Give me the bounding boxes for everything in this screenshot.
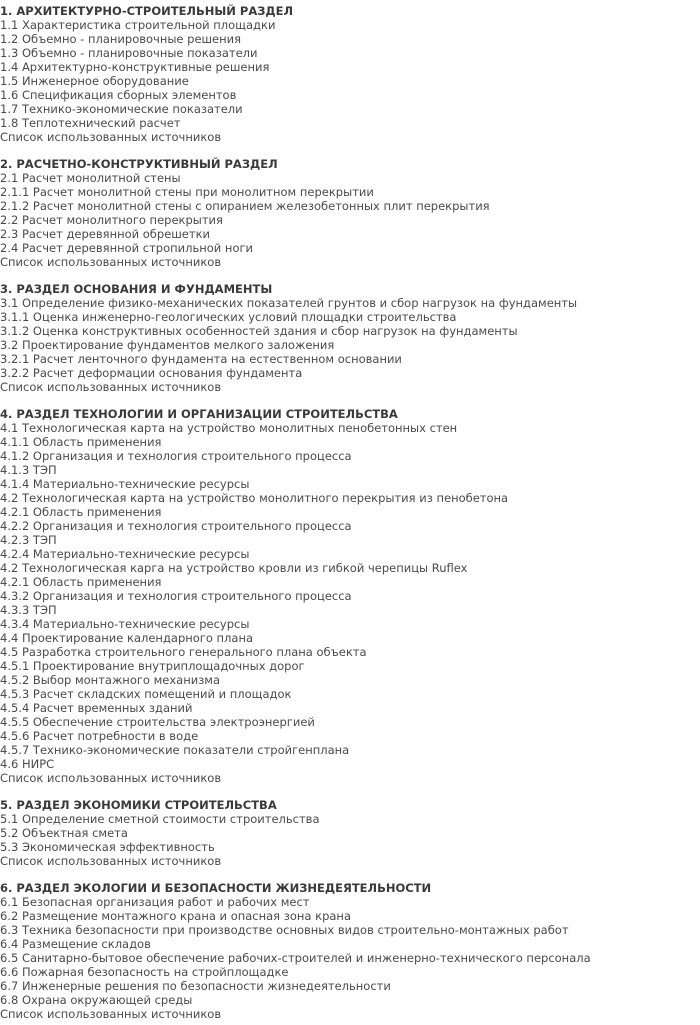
toc-section	[0, 407, 700, 785]
toc-item: 4.1.3 ТЭП	[0, 463, 57, 477]
section-title: 2. РАСЧЕТНО-КОНСТРУКТИВНЫЙ РАЗДЕЛ	[0, 157, 278, 171]
toc-item: 4.5.3 Расчет складских помещений и площадок	[0, 687, 292, 701]
toc-item: 4.4 Проектирование календарного плана	[0, 631, 254, 645]
toc-item: 4.2.1 Область применения	[0, 505, 162, 519]
toc-item: 4.1.4 Материально-технические ресурсы	[0, 477, 250, 491]
toc-item: 4.2 Технологическая карга на устройство кровли из гибкой черепицы Ruflex	[0, 561, 468, 575]
toc-item: 6.3 Техника безопасности при производстве основных видов строительно-монтажных работ	[0, 923, 569, 937]
toc-item: 4.5.2 Выбор монтажного механизма	[0, 673, 221, 687]
toc-item: 1.6 Спецификация сборных элементов	[0, 88, 237, 102]
toc-item: 5.1 Определение сметной стоимости строительства	[0, 812, 320, 826]
toc-item: 4.3.3 ТЭП	[0, 603, 57, 617]
toc-section	[0, 157, 700, 269]
toc-item: 1.3 Объемно - планировочные показатели	[0, 46, 258, 60]
toc-item: 2.2 Расчет монолитного перекрытия	[0, 213, 223, 227]
toc-item: 6.8 Охрана окружающей среды	[0, 993, 193, 1007]
toc-item: 2.1 Расчет монолитной стены	[0, 171, 181, 185]
toc-item: 6.4 Размещение складов	[0, 937, 151, 951]
toc-section	[0, 4, 700, 144]
toc-item: 4.2.2 Организация и технология строительного процесса	[0, 519, 352, 533]
section-title: 5. РАЗДЕЛ ЭКОНОМИКИ СТРОИТЕЛЬСТВА	[0, 798, 277, 812]
toc-item: 5.2 Объектная смета	[0, 826, 128, 840]
toc-item: 1.4 Архитектурно-конструктивные решения	[0, 60, 270, 74]
toc-item: 3.2 Проектирование фундаментов мелкого заложения	[0, 338, 335, 352]
toc-item: Список использованных источников	[0, 255, 222, 269]
toc-item: Список использованных источников	[0, 380, 222, 394]
toc-item: 4.3.2 Организация и технология строительного процесса	[0, 589, 352, 603]
section-title: 4. РАЗДЕЛ ТЕХНОЛОГИИ И ОРГАНИЗАЦИИ СТРОИТЕЛЬСТВА	[0, 407, 398, 421]
toc-item: 2.4 Расчет деревянной стропильной ноги	[0, 241, 254, 255]
section-title: 3. РАЗДЕЛ ОСНОВАНИЯ И ФУНДАМЕНТЫ	[0, 282, 273, 296]
toc-item: 4.5 Разработка строительного генерального плана объекта	[0, 645, 367, 659]
toc-item: 6.2 Размещение монтажного крана и опасная зона крана	[0, 909, 351, 923]
toc-item: 3.1 Определение физико-механических показателей грунтов и сбор нагрузок на фундаменты	[0, 296, 578, 310]
toc-item: 4.5.7 Технико-экономические показатели стройгенплана	[0, 743, 350, 757]
toc-item: 4.1.1 Область применения	[0, 435, 162, 449]
toc-item: 2.1.1 Расчет монолитной стены при монолитном перекрытии	[0, 185, 374, 199]
toc-item: 3.1.1 Оценка инженерно-геологических условий площадки строительства	[0, 310, 457, 324]
toc-item: 4.2.3 ТЭП	[0, 533, 57, 547]
toc-item: 4.2.4 Материально-технические ресурсы	[0, 547, 250, 561]
toc-item: 6.6 Пожарная безопасность на стройплощадке	[0, 965, 289, 979]
toc-item: 4.5.6 Расчет потребности в воде	[0, 729, 199, 743]
toc-item: 4.3.4 Материально-технические ресурсы	[0, 617, 250, 631]
toc-item: 4.5.1 Проектирование внутриплощадочных дорог	[0, 659, 305, 673]
toc-item: 1.2 Объемно - планировочные решения	[0, 32, 242, 46]
toc-section	[0, 282, 700, 394]
section-title: 1. АРХИТЕКТУРНО-СТРОИТЕЛЬНЫЙ РАЗДЕЛ	[0, 4, 294, 18]
toc-item: 2.3 Расчет деревянной обрешетки	[0, 227, 210, 241]
toc-item: 1.8 Теплотехнический расчет	[0, 116, 181, 130]
toc-item: Список использованных источников	[0, 130, 222, 144]
toc-section	[0, 881, 700, 1021]
toc-item: 2.1.2 Расчет монолитной стены с опиранием железобетонных плит перекрытия	[0, 199, 490, 213]
toc-item: 4.5.4 Расчет временных зданий	[0, 701, 193, 715]
toc-item: 6.7 Инженерные решения по безопасности жизнедеятельности	[0, 979, 391, 993]
toc-section	[0, 798, 700, 868]
toc-item: Список использованных источников	[0, 1007, 222, 1021]
toc-item: 3.1.2 Оценка конструктивных особенностей здания и сбор нагрузок на фундаменты	[0, 324, 518, 338]
toc-item: Список использованных источников	[0, 854, 222, 868]
section-title: 6. РАЗДЕЛ ЭКОЛОГИИ И БЕЗОПАСНОСТИ ЖИЗНЕДЕЯТЕЛЬНОСТИ	[0, 881, 432, 895]
toc-item: Список использованных источников	[0, 771, 222, 785]
toc-item: 4.2 Технологическая карта на устройство монолитного перекрытия из пенобетона	[0, 491, 509, 505]
toc-item: 4.1 Технологическая карта на устройство монолитных пенобетонных стен	[0, 421, 458, 435]
toc-item: 4.5.5 Обеспечение строительства электроэнергией	[0, 715, 315, 729]
toc-item: 3.2.1 Расчет ленточного фундамента на естественном основании	[0, 352, 402, 366]
toc-item: 6.5 Санитарно-бытовое обеспечение рабочих-строителей и инженерно-технического персонала	[0, 951, 591, 965]
toc-item: 6.1 Безопасная организация работ и рабочих мест	[0, 895, 310, 909]
toc-item: 4.6 НИРС	[0, 757, 55, 771]
toc-item: 4.2.1 Область применения	[0, 575, 162, 589]
toc-item: 1.1 Характеристика строительной площадки	[0, 18, 276, 32]
toc-item: 1.5 Инженерное оборудование	[0, 74, 189, 88]
toc-item: 1.7 Технико-экономические показатели	[0, 102, 243, 116]
toc-item: 5.3 Экономическая эффективность	[0, 840, 215, 854]
toc-item: 3.2.2 Расчет деформации основания фундамента	[0, 366, 303, 380]
toc-item: 4.1.2 Организация и технология строительного процесса	[0, 449, 352, 463]
